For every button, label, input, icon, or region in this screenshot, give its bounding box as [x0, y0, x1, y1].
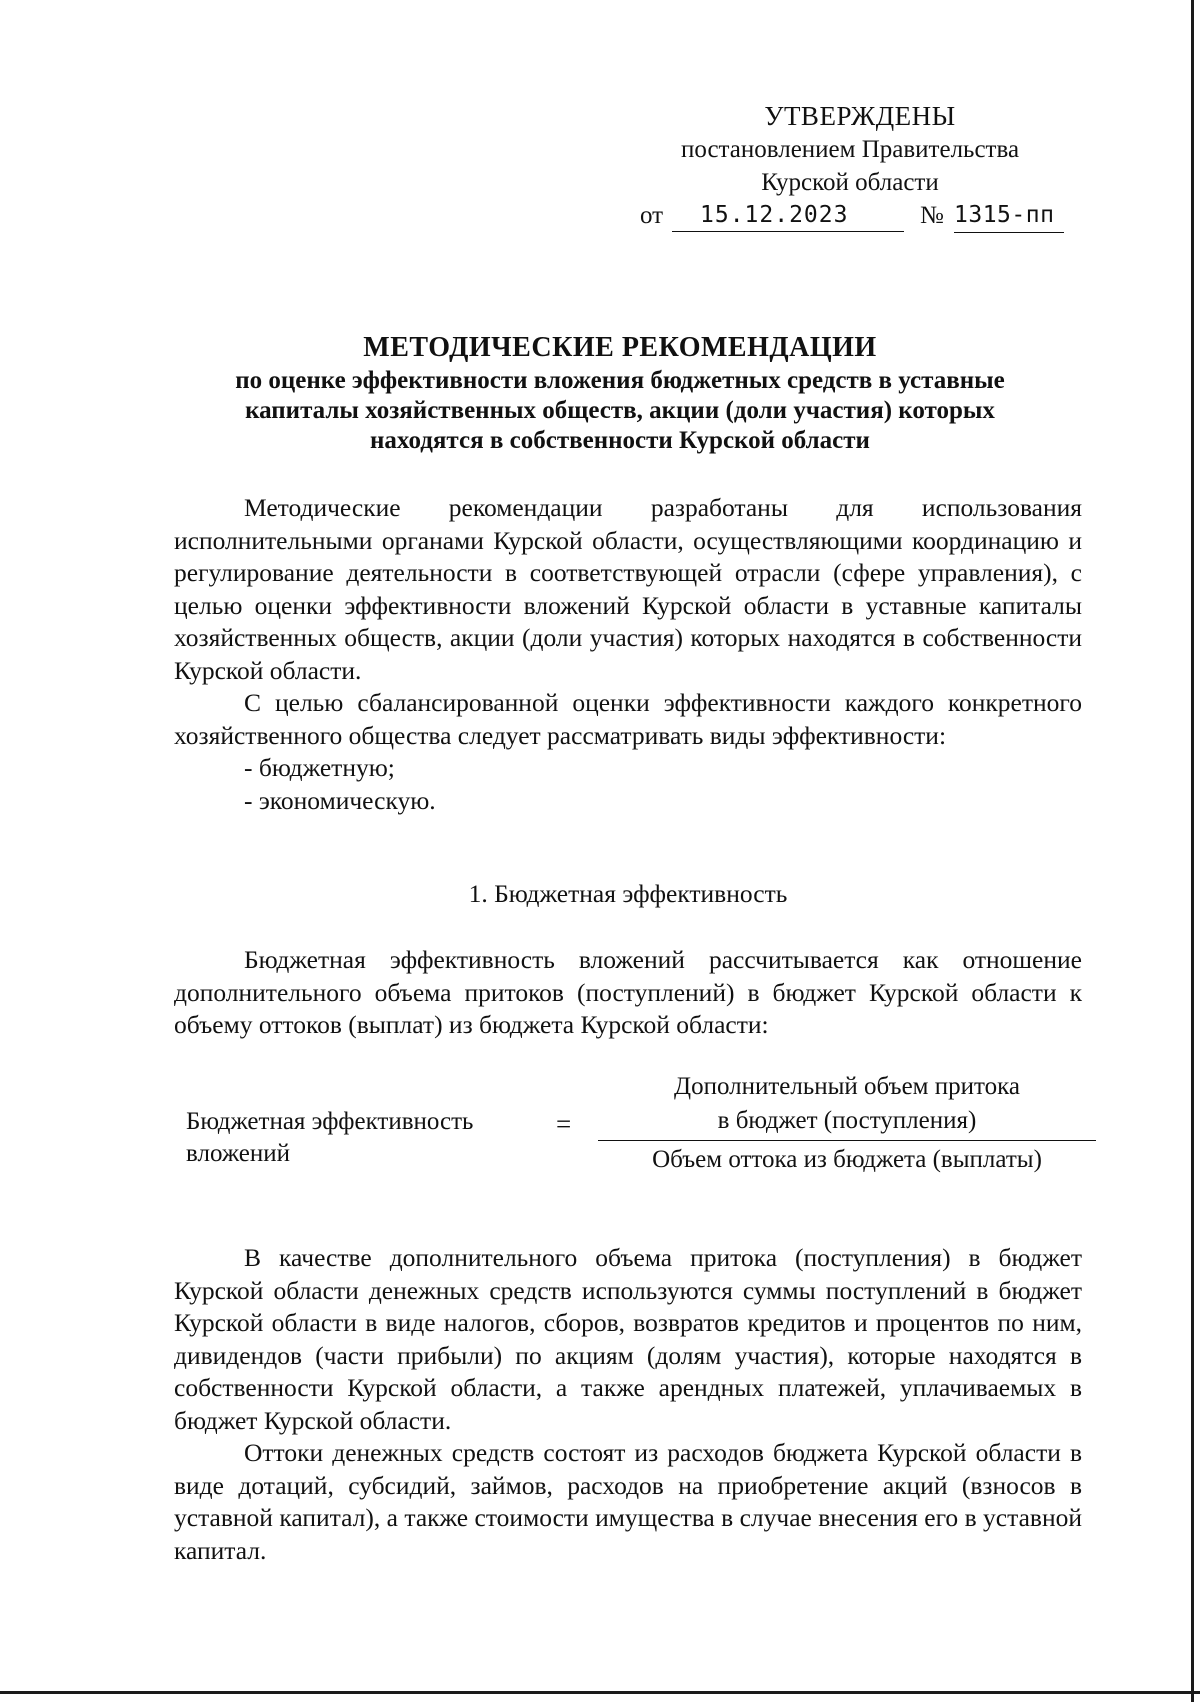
- formula-lhs-line-1: Бюджетная эффективность: [186, 1108, 474, 1135]
- formula-equals-sign: =: [556, 1109, 572, 1139]
- section-1-paragraph-2: В качестве дополнительного объема притока (поступления) в бюджет Курской области денежных средств используются суммы поступлений в бюджет Курской области в виде налогов, сборов, возвратов кредитов и процентов по ним, дивидендов (части прибыли) по акциям (долям участия), которые находятся в собственности Курской области, а также арендных платежей, уплачиваемых в бюджет Курской области.: [174, 1243, 1082, 1435]
- formula-denominator: Объем оттока из бюджета (выплаты): [652, 1146, 1042, 1173]
- scan-edge-right: [1191, 0, 1194, 1702]
- approval-line-1: постановлением Правительства: [680, 136, 1020, 163]
- budget-efficiency-formula: [186, 1070, 1096, 1180]
- document-subtitle-line-1: по оценке эффективности вложения бюджетных средств в уставные: [235, 367, 1005, 394]
- approval-date: 15.12.2023: [672, 199, 904, 232]
- formula-fraction: [598, 1070, 1096, 1177]
- formula-numerator-line-2: в бюджет (поступления): [717, 1107, 977, 1134]
- date-prefix: от: [640, 202, 664, 229]
- number-prefix: №: [920, 202, 944, 229]
- approval-stamp-block: [610, 100, 1090, 233]
- document-subtitle-line-2: капиталы хозяйственных обществ, акции (доли участия) которых: [245, 397, 995, 424]
- list-item-economic: - экономическую.: [244, 785, 436, 815]
- section-1-paragraph-3: Оттоки денежных средств состоят из расходов бюджета Курской области в виде дотаций, субсидий, займов, расходов на приобретение акций (взносов в уставной капитал), а также стоимости имущества в случае внесения его в уставной капитал.: [174, 1438, 1082, 1565]
- section-1-intro: [174, 944, 1082, 1042]
- document-title-block: [160, 330, 1080, 456]
- document-subtitle-line-3: находятся в собственности Курской области: [370, 427, 870, 454]
- intro-section: [174, 492, 1082, 817]
- approval-heading: УТВЕРЖДЕНЫ: [764, 101, 956, 131]
- section-1-details: [174, 1242, 1082, 1567]
- formula-numerator-line-1: Дополнительный объем притока: [674, 1073, 1020, 1100]
- formula-lhs-line-2: вложений: [186, 1140, 291, 1167]
- intro-paragraph-1: Методические рекомендации разработаны для использования исполнительными органами Курской области, осуществляющими координацию и регулирование деятельности в соответствующей отрасли (сфере управления), с целью оценки эффективности вложений Курской области в уставные капиталы хозяйственных обществ, акции (доли участия) которых находятся в собственности Курской области.: [174, 493, 1082, 685]
- intro-paragraph-2: С целью сбалансированной оценки эффективности каждого конкретного хозяйственного общества следует рассматривать виды эффективности:: [174, 688, 1082, 750]
- approval-line-2: Курской области: [761, 169, 939, 196]
- approval-date-line: [610, 199, 1090, 233]
- section-1-paragraph-1: Бюджетная эффективность вложений рассчитывается как отношение дополнительного объема притоков (поступлений) в бюджет Курской области к объему оттоков (выплат) из бюджета Курской области:: [174, 945, 1082, 1039]
- document-title: МЕТОДИЧЕСКИЕ РЕКОМЕНДАЦИИ: [363, 332, 877, 363]
- scan-edge-bottom: [0, 1691, 1200, 1694]
- formula-lhs: [186, 1106, 546, 1170]
- section-1-heading: 1. Бюджетная эффективность: [468, 879, 788, 908]
- list-item-budget: - бюджетную;: [244, 753, 395, 782]
- formula-numerator: [598, 1070, 1096, 1138]
- approval-number: 1315-пп: [954, 199, 1064, 233]
